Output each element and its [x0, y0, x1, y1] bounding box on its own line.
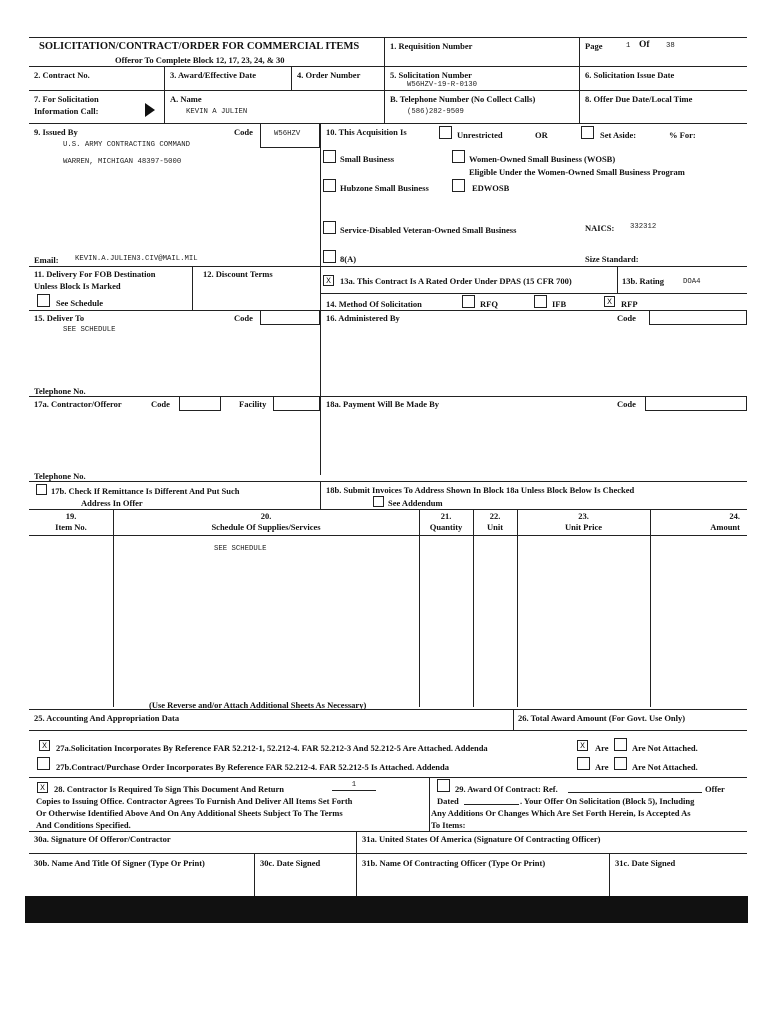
solicitation-form: [29, 37, 747, 922]
size-standard-label: Size Standard:: [585, 254, 639, 264]
unrestricted-checkbox[interactable]: [439, 126, 452, 139]
contact-name: KEVIN A JULIEN: [186, 108, 248, 116]
contractor-sign-label-3: Or Otherwise Identified Above And On Any Additional Sheets Subject To The Terms: [36, 808, 343, 818]
incorporates-27b-checkbox[interactable]: [37, 757, 50, 770]
rating-value: DOA4: [683, 278, 701, 286]
award-date-label: 3. Award/Effective Date: [170, 70, 256, 80]
incorporates-27a-checkbox[interactable]: X: [39, 740, 50, 751]
accounting-label: 25. Accounting And Appropriation Data: [34, 713, 180, 723]
rfp-label: RFP: [621, 299, 638, 309]
schedule-body-text: SEE SCHEDULE: [214, 545, 267, 553]
27a-are-label: Are: [595, 743, 609, 753]
wosb-checkbox[interactable]: [452, 150, 465, 163]
eight-a-label: 8(A): [340, 254, 357, 264]
rating-label: 13b. Rating: [622, 276, 665, 286]
27a-are-not-label: Are Not Attached.: [632, 743, 698, 753]
set-aside-checkbox[interactable]: [581, 126, 594, 139]
issued-address-1: U.S. ARMY CONTRACTING COMMAND: [63, 141, 190, 149]
small-business-label: Small Business: [340, 154, 395, 164]
form-subtitle: Offeror To Complete Block 12, 17, 23, 24, & 30: [115, 55, 285, 65]
sdvosb-label: Service-Disabled Veteran-Owned Small Business: [340, 225, 517, 235]
27a-are-not-checkbox[interactable]: [614, 738, 627, 751]
27b-are-not-label: Are Not Attached.: [632, 762, 698, 772]
facility-label: Facility: [239, 399, 267, 409]
signer-name-label: 30b. Name And Title Of Signer (Type Or Print): [34, 858, 205, 868]
contractor-telephone-label: Telephone No.: [34, 471, 86, 481]
incorporates-27b-label: 27b.Contract/Purchase Order Incorporates By Reference FAR 52.212-4. FAR 52.212-5 Is Attached. Addenda: [56, 762, 450, 772]
award-label-5: To Items:: [431, 820, 466, 830]
eight-a-checkbox[interactable]: [323, 250, 336, 263]
unit-price-header: Unit Price: [564, 522, 603, 532]
amount-header-num: 24.: [729, 511, 740, 521]
award-label: 29. Award Of Contract: Ref.: [455, 784, 558, 794]
27b-are-checkbox[interactable]: [577, 757, 590, 770]
contract-no-label: 2. Contract No.: [34, 70, 90, 80]
edwosb-checkbox[interactable]: [452, 179, 465, 192]
contact-phone: (586)282-9509: [407, 108, 464, 116]
order-number-label: 4. Order Number: [297, 70, 361, 80]
deliver-telephone-label: Telephone No.: [34, 386, 86, 396]
rated-order-label: 13a. This Contract Is A Rated Order Under DPAS (15 CFR 700): [340, 276, 572, 286]
27b-are-not-checkbox[interactable]: [614, 757, 627, 770]
wosb-label: Women-Owned Small Business (WOSB): [469, 154, 616, 164]
or-label: OR: [535, 130, 548, 140]
solicitation-number: W56HZV-19-R-0130: [407, 81, 478, 89]
contractor-sign-label: 28. Contractor Is Required To Sign This Document And Return: [54, 784, 285, 794]
remittance-checkbox[interactable]: [36, 484, 47, 495]
footer-bar: [25, 896, 748, 923]
see-schedule-label: See Schedule: [56, 298, 103, 308]
delivery-fob-label: 11. Delivery For FOB Destination: [34, 269, 156, 279]
discount-terms-label: 12. Discount Terms: [203, 269, 273, 279]
officer-name-label: 31b. Name Of Contracting Officer (Type Or Print): [362, 858, 546, 868]
award-checkbox[interactable]: [437, 779, 450, 792]
offeror-signature-label: 30a. Signature Of Offeror/Contractor: [34, 834, 171, 844]
top-border: [29, 37, 747, 38]
reverse-note: (Use Reverse and/or Attach Additional Sheets As Necessary): [149, 700, 367, 710]
deliver-code-label: Code: [234, 313, 253, 323]
delivery-fob-label-2: Unless Block Is Marked: [34, 281, 121, 291]
ifb-checkbox[interactable]: [534, 295, 547, 308]
addendum-checkbox[interactable]: [373, 496, 384, 507]
contractor-code-label: Code: [151, 399, 170, 409]
info-call-label-2: Information Call:: [34, 106, 99, 116]
method-label: 14. Method Of Solicitation: [326, 299, 422, 309]
supplies-header-num: 20.: [260, 511, 272, 521]
issued-address-2: WARREN, MICHIGAN 48397-5000: [63, 158, 182, 166]
unrestricted-label: Unrestricted: [457, 130, 503, 140]
incorporates-27a-label: 27a.Solicitation Incorporates By Reference FAR 52.212-1, 52.212-4. FAR 52.212-3 And 52.212-5 Are Attached. Addenda: [56, 743, 488, 753]
issued-code: W56HZV: [274, 130, 301, 138]
page-label: Page: [585, 41, 603, 51]
hubzone-label: Hubzone Small Business: [340, 183, 429, 193]
issued-code-label: Code: [234, 127, 253, 137]
signer-date-label: 30c. Date Signed: [260, 858, 321, 868]
deliver-to-label: 15. Deliver To: [34, 313, 85, 323]
payment-label: 18a. Payment Will Be Made By: [326, 399, 440, 409]
see-schedule-checkbox[interactable]: [37, 294, 50, 307]
deliver-to-value: SEE SCHEDULE: [63, 326, 116, 334]
small-business-checkbox[interactable]: [323, 150, 336, 163]
27a-are-checkbox[interactable]: X: [577, 740, 588, 751]
pointer-arrow-icon: [145, 103, 155, 117]
remittance-label-2: Address In Offer: [81, 498, 143, 508]
offer-due-label: 8. Offer Due Date/Local Time: [585, 94, 693, 104]
rated-order-checkbox[interactable]: X: [323, 275, 334, 286]
contractor-sign-label-4: And Conditions Specified.: [36, 820, 131, 830]
ifb-label: IFB: [552, 299, 567, 309]
requisition-label: 1. Requisition Number: [390, 41, 473, 51]
remittance-label: 17b. Check If Remittance Is Different And Put Such: [51, 486, 240, 496]
rfp-checkbox[interactable]: X: [604, 296, 615, 307]
acquisition-label: 10. This Acquisition Is: [326, 127, 407, 137]
unit-header: Unit: [486, 522, 504, 532]
issued-by-label: 9. Issued By: [34, 127, 78, 137]
edwosb-label: EDWOSB: [472, 183, 510, 193]
quantity-header: Quantity: [429, 522, 463, 532]
item-no-header-num: 19.: [65, 511, 77, 521]
of-label: Of: [639, 40, 650, 50]
info-call-label: 7. For Solicitation: [34, 94, 99, 104]
award-label-4: Any Additions Or Changes Which Are Set Forth Herein, Is Accepted As: [431, 808, 691, 818]
unit-price-header-num: 23.: [578, 511, 589, 521]
copies-count: 1: [332, 781, 376, 791]
invoices-label: 18b. Submit Invoices To Address Shown In Block 18a Unless Block Below Is Checked: [326, 485, 635, 495]
form-title: SOLICITATION/CONTRACT/ORDER FOR COMMERCIAL ITEMS: [39, 41, 360, 52]
sdvosb-checkbox[interactable]: [323, 221, 336, 234]
contractor-sign-checkbox[interactable]: X: [37, 782, 48, 793]
administered-code-label: Code: [617, 313, 636, 323]
supplies-header: Schedule Of Supplies/Services: [211, 522, 321, 532]
administered-by-label: 16. Administered By: [326, 313, 400, 323]
item-no-header: Item No.: [55, 522, 87, 532]
set-aside-label: Set Aside:: [600, 130, 637, 140]
rfq-label: RFQ: [480, 299, 498, 309]
hubzone-checkbox[interactable]: [323, 179, 336, 192]
addendum-label: See Addendum: [388, 498, 443, 508]
contractor-sign-label-2: Copies to Issuing Office. Contractor Agrees To Furnish And Deliver All Items Set Forth: [36, 796, 353, 806]
naics-label: NAICS:: [585, 223, 615, 233]
issued-email: KEVIN.A.JULIEN3.CIV@MAIL.MIL: [75, 255, 198, 263]
unit-header-num: 22.: [489, 511, 501, 521]
contracting-officer-signature-label: 31a. United States Of America (Signature Of Contracting Officer): [362, 834, 601, 844]
amount-header: Amount: [710, 522, 740, 532]
27b-are-label: Are: [595, 762, 609, 772]
name-label: A. Name: [170, 94, 202, 104]
award-dated-label: Dated: [437, 796, 459, 806]
rfq-checkbox[interactable]: [462, 295, 475, 308]
award-offer-label: Offer: [705, 784, 725, 794]
officer-date-label: 31c. Date Signed: [615, 858, 676, 868]
naics-code: 332312: [630, 223, 657, 231]
total-award-label: 26. Total Award Amount (For Govt. Use Only): [518, 713, 686, 723]
award-label-3: . Your Offer On Solicitation (Block 5), Including: [520, 796, 695, 806]
email-label: Email:: [34, 255, 59, 265]
quantity-header-num: 21.: [440, 511, 452, 521]
phone-label: B. Telephone Number (No Collect Calls): [390, 94, 536, 104]
page-total: 38: [666, 42, 675, 50]
wosb-eligible-label: Eligible Under the Women-Owned Small Business Program: [469, 167, 685, 177]
payment-code-label: Code: [617, 399, 636, 409]
solicitation-date-label: 6. Solicitation Issue Date: [585, 70, 675, 80]
percent-for-label: % For:: [669, 130, 696, 140]
contractor-label: 17a. Contractor/Offeror: [34, 399, 122, 409]
page-number: 1: [626, 42, 631, 50]
solicitation-number-label: 5. Solicitation Number: [390, 70, 472, 80]
